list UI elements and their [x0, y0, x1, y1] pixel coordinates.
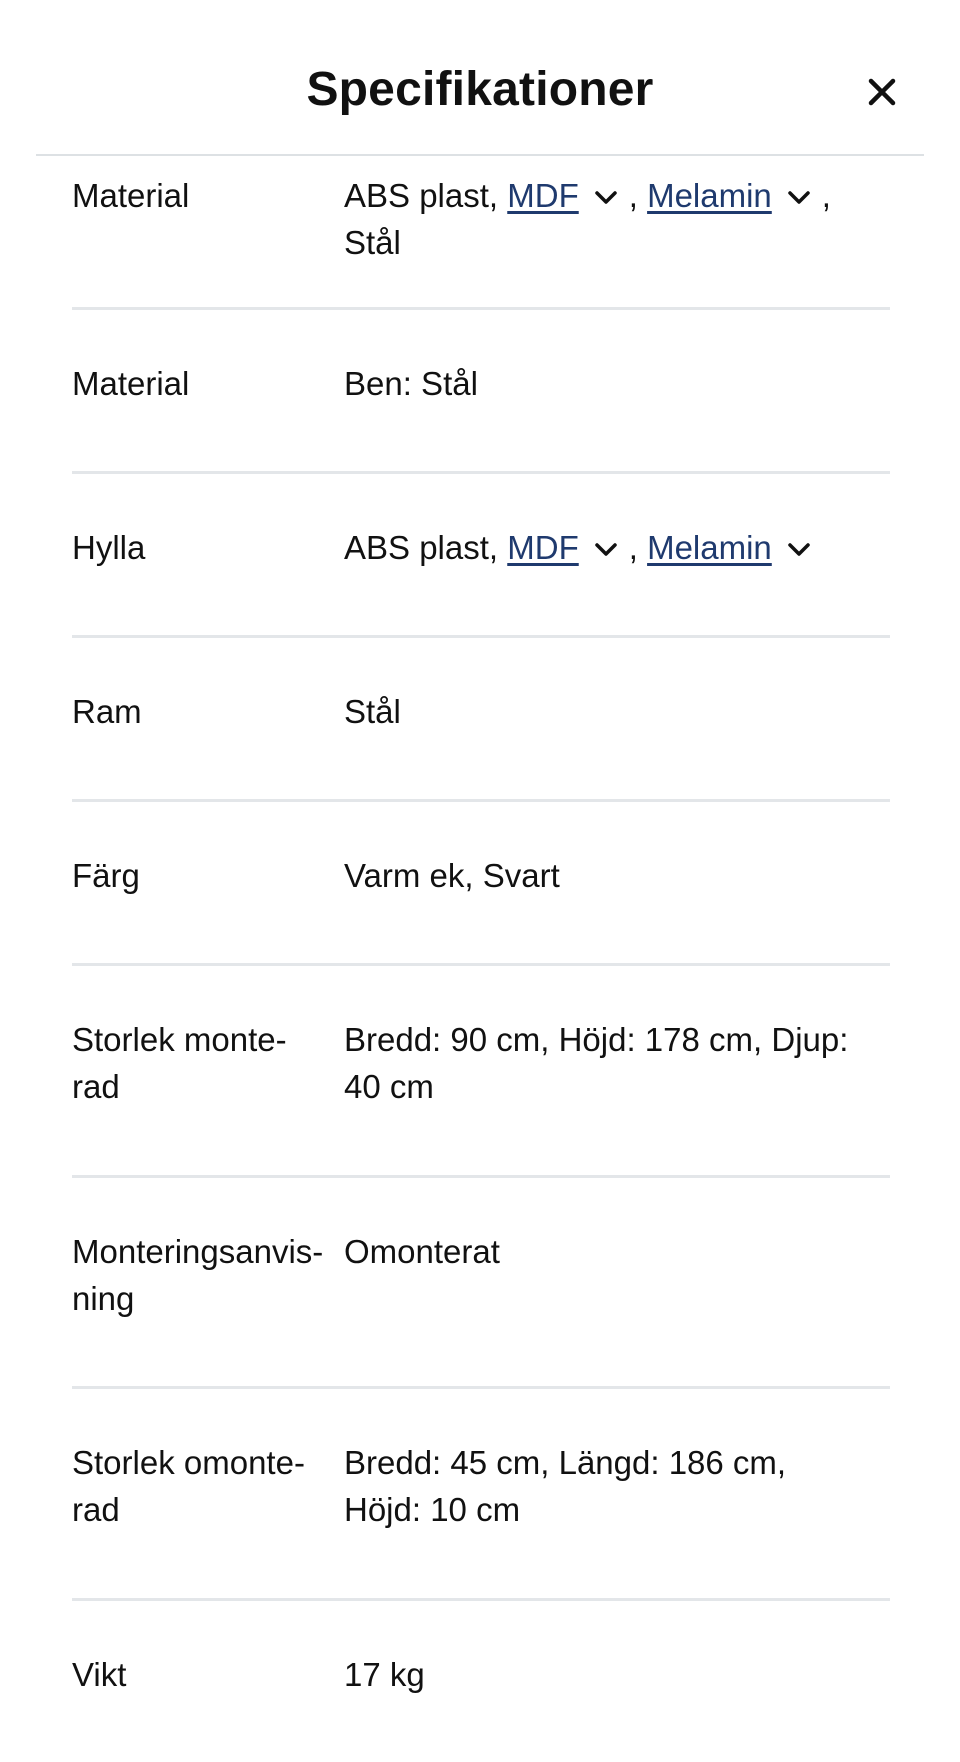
- dialog-header: [36, 0, 924, 156]
- chevron-down-icon: [786, 540, 812, 560]
- spec-label: Hylla: [72, 529, 146, 566]
- spec-row-material: [72, 156, 890, 310]
- expand-mdf-button[interactable]: [593, 540, 619, 560]
- value-text: ABS plast,: [344, 177, 508, 214]
- spec-row-monteringsanvisning: [72, 1178, 890, 1389]
- spec-value: Varm ek, Svart: [344, 857, 560, 894]
- hylla-link-mdf[interactable]: MDF: [507, 529, 579, 566]
- value-text: ,: [628, 177, 648, 214]
- expand-melamin-button[interactable]: [786, 540, 812, 560]
- spec-label: [72, 1439, 344, 1598]
- spec-row-hylla: [72, 474, 890, 638]
- spec-value: [344, 1016, 890, 1175]
- spec-row-farg: [72, 802, 890, 966]
- spec-row-storlek-omonterad: [72, 1389, 890, 1601]
- chevron-down-icon: [593, 540, 619, 560]
- value-line: Höjd: 10 cm: [344, 1491, 521, 1528]
- spec-value: Stål: [344, 693, 401, 730]
- spec-row-storlek-monterad: [72, 966, 890, 1178]
- label-line: Monteringsanvis-: [72, 1233, 324, 1270]
- spec-label: Material: [72, 177, 190, 214]
- spec-label: Ram: [72, 693, 142, 730]
- value-line: Bredd: 90 cm, Höjd: 178 cm, Djup:: [344, 1021, 849, 1058]
- value-line: 40 cm: [344, 1068, 434, 1105]
- spec-value: Omonterat: [344, 1233, 500, 1270]
- label-line: rad: [72, 1491, 120, 1528]
- spec-value: [344, 172, 890, 307]
- hylla-link-melamin[interactable]: Melamin: [647, 529, 772, 566]
- close-icon: [860, 70, 904, 114]
- spec-list: [72, 156, 890, 1701]
- chevron-down-icon: [593, 188, 619, 208]
- material-link-melamin[interactable]: Melamin: [647, 177, 772, 214]
- value-text: ,: [628, 529, 648, 566]
- spec-label: Vikt: [72, 1656, 127, 1693]
- label-line: Storlek omonte-: [72, 1444, 305, 1481]
- spec-row-ram: [72, 638, 890, 802]
- spec-row-material-legs: [72, 310, 890, 474]
- spec-label: [72, 1228, 344, 1386]
- label-line: Storlek monte-: [72, 1021, 287, 1058]
- spec-value: [344, 524, 890, 635]
- chevron-down-icon: [786, 188, 812, 208]
- value-text: Stål: [344, 224, 401, 261]
- label-line: ning: [72, 1280, 135, 1317]
- page-title: Specifikationer: [306, 63, 654, 116]
- spec-label: Material: [72, 365, 190, 402]
- value-text: ,: [821, 177, 831, 214]
- material-link-mdf[interactable]: MDF: [507, 177, 579, 214]
- expand-mdf-button[interactable]: [593, 188, 619, 208]
- value-text: ABS plast,: [344, 529, 508, 566]
- spec-value: [344, 1439, 890, 1598]
- label-line: rad: [72, 1068, 120, 1105]
- spec-row-vikt: [72, 1601, 890, 1701]
- close-button[interactable]: [860, 70, 904, 114]
- spec-label: [72, 1016, 344, 1175]
- spec-value: Ben: Stål: [344, 365, 478, 402]
- value-line: Bredd: 45 cm, Längd: 186 cm,: [344, 1444, 787, 1481]
- spec-value: 17 kg: [344, 1656, 425, 1693]
- expand-melamin-button[interactable]: [786, 188, 812, 208]
- spec-label: Färg: [72, 857, 140, 894]
